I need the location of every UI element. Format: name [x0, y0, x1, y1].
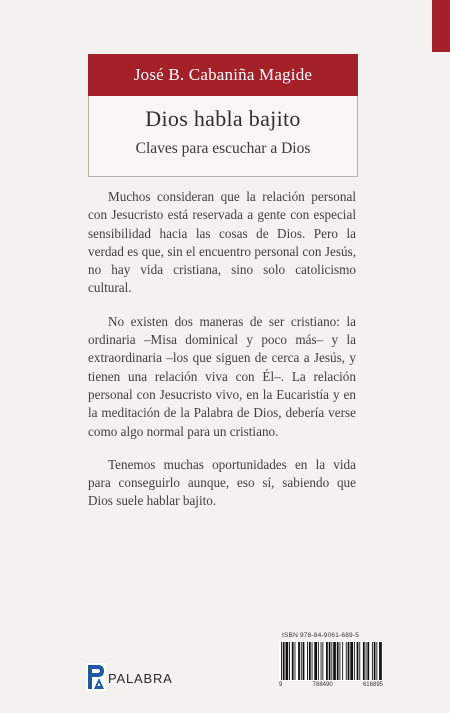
- corner-tab: [432, 0, 450, 52]
- author-band: [88, 54, 358, 96]
- barcode-digit-group-1: 9: [279, 682, 283, 688]
- publisher-name: PALABRA: [108, 671, 173, 686]
- barcode: [279, 641, 383, 681]
- barcode-digit-group-2: 788490: [312, 682, 333, 688]
- author-name: José B. Cabaniña Magide: [133, 65, 313, 84]
- title-box: [88, 96, 358, 177]
- blurb-paragraph-1: Muchos consideran que la relación personal con Jesucristo está reservada a gente con especial sensibilidad hacia las cosas de Dios. Pero la verdad es que, sin el encuentro personal con Jesús, no hay vida cristiana, sino solo catolicismo cultural.: [88, 189, 356, 296]
- blurb-paragraph-3: Tenemos muchas oportunidades en la vida para conseguirlo aunque, eso sí, sabiendo que Dios suele hablar bajito.: [88, 456, 356, 509]
- book-title: Dios habla bajito: [145, 106, 301, 131]
- barcode-digit-group-3: 616895: [362, 682, 383, 688]
- isbn-label: ISBN 978-84-9061-689-5: [282, 632, 360, 639]
- blurb-text: [88, 188, 356, 526]
- blurb-paragraph-2: No existen dos maneras de ser cristiano: la ordinaria –Misa dominical y poco más– y la extraordinaria –los que siguen de cerca a Jesús, y tienen una relación viva con Él–. La relación personal con Jesucristo vivo, en la Eucaristía y en la meditación de la Palabra de Dios, debería verse como algo normal para un cristiano.: [88, 313, 356, 439]
- book-subtitle: Claves para escuchar a Dios: [135, 140, 311, 157]
- barcode-digits: [279, 682, 383, 688]
- palabra-logo-icon: [86, 663, 106, 691]
